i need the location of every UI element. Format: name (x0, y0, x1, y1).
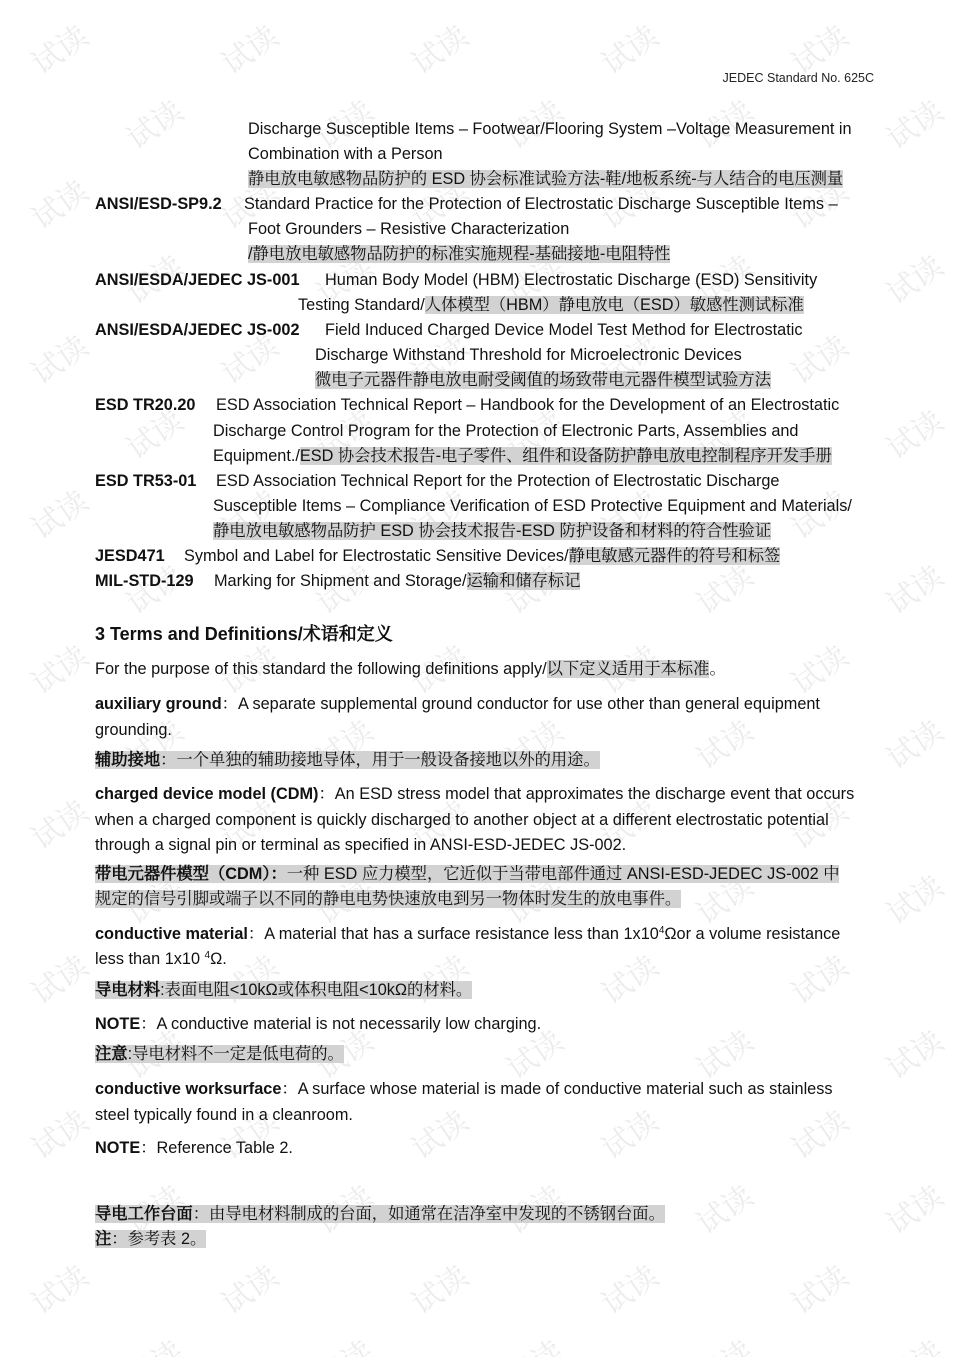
ref-text: Field Induced Charged Device Model Test Method for Electrostatic (325, 321, 803, 339)
ref-text: Equipment./ESD 协会技术报告-电子零件、组件和设备防护静电放电控制程序开发手册 (213, 447, 832, 465)
note-cn: 注意:导电材料不一定是低电荷的。 (95, 1045, 344, 1063)
definition-cdm: charged device model (CDM)：An ESD stress model that approximates the discharge event that occurs (95, 785, 855, 803)
ref-text-cn: 微电子元器件静电放电耐受阈值的场致带电元器件模型试验方法 (315, 371, 771, 389)
ref-text: ESD Association Technical Report – Handbook for the Development of an Electrostatic (216, 396, 840, 414)
definition-text: through a signal pin or terminal as specified in ANSI-ESD-JEDEC JS-002. (95, 836, 627, 854)
ref-text-cn: 静电放电敏感物品防护 ESD 协会技术报告-ESD 防护设备和材料的符合性验证 (213, 522, 772, 540)
definition-conductive-worksurface: conductive worksurface：A surface whose material is made of conductive material such as stainless (95, 1080, 833, 1098)
note: NOTE：Reference Table 2. (95, 1139, 293, 1157)
ref-code: JESD471 (95, 547, 165, 565)
ref-text: Discharge Susceptible Items – Footwear/Flooring System –Voltage Measurement in (248, 120, 852, 138)
ref-text: ESD Association Technical Report for the Protection of Electrostatic Discharge (216, 472, 780, 490)
ref-code: MIL-STD-129 (95, 572, 194, 590)
definition-cn: 带电元器件模型（CDM）：一种 ESD 应力模型，它近似于当带电部件通过 ANSI-ESD-JEDEC JS-002 中 (95, 865, 840, 883)
definition-text: less than 1x10 $^4$Ω. (95, 950, 227, 968)
ref-text: Standard Practice for the Protection of Electrostatic Discharge Susceptible Items – (244, 195, 838, 213)
note: NOTE：A conductive material is not necessarily low charging. (95, 1015, 542, 1033)
definition-cn: 辅助接地：一个单独的辅助接地导体，用于一般设备接地以外的用途。 (95, 751, 600, 769)
ref-code: ESD TR53-01 (95, 472, 197, 490)
ref-text: Susceptible Items – Compliance Verification of ESD Protective Equipment and Materials/ (213, 497, 852, 515)
ref-text: Marking for Shipment and Storage/运输和储存标记 (214, 572, 581, 590)
ref-code: ESD TR20.20 (95, 396, 196, 414)
definition-auxiliary-ground: auxiliary ground：A separate supplemental ground conductor for use other than general equipment (95, 695, 820, 713)
ref-text-cn: 静电放电敏感物品防护的 ESD 协会标准试验方法-鞋/地板系统-与人结合的电压测量 (248, 170, 844, 188)
ref-text: Discharge Withstand Threshold for Microelectronic Devices (315, 346, 742, 364)
definition-cn: 规定的信号引脚或端子以不同的静电电势快速放电到另一物体时发生的放电事件。 (95, 890, 682, 908)
ref-text: Symbol and Label for Electrostatic Sensitive Devices/静电敏感元器件的符号和标签 (184, 547, 781, 565)
ref-text: Testing Standard/人体模型（HBM）静电放电（ESD）敏感性测试标准 (298, 296, 804, 314)
ref-text: Discharge Control Program for the Protection of Electronic Parts, Assemblies and (213, 422, 799, 440)
definition-text: steel typically found in a cleanroom. (95, 1106, 353, 1124)
section-intro: For the purpose of this standard the following definitions apply/以下定义适用于本标准。 (95, 660, 726, 678)
definition-cn: 导电材料:表面电阻<10kΩ或体积电阻<10kΩ的材料。 (95, 981, 473, 999)
definition-conductive-material: conductive material：A material that has a surface resistance less than $1x10^4\Omega or$ a volume resistance (95, 925, 841, 943)
ref-text: Foot Grounders – Resistive Characterization (248, 220, 570, 238)
definition-cn: 导电工作台面：由导电材料制成的台面，如通常在洁净室中发现的不锈钢台面。 (95, 1205, 665, 1223)
section-title: 3 Terms and Definitions/术语和定义 (95, 624, 393, 644)
ref-text: Human Body Model (HBM) Electrostatic Discharge (ESD) Sensitivity (325, 271, 818, 289)
ref-code: ANSI/ESDA/JEDEC JS-002 (95, 321, 300, 339)
ref-text-cn: /静电放电敏感物品防护的标准实施规程-基础接地-电阻特性 (248, 245, 671, 263)
definition-text: when a charged component is quickly discharged to another object at a different electrostatic potential (95, 811, 829, 829)
ref-text: Combination with a Person (248, 145, 443, 163)
definition-text: grounding. (95, 721, 172, 739)
ref-code: ANSI/ESDA/JEDEC JS-001 (95, 271, 300, 289)
note-cn: 注：参考表 2。 (95, 1230, 207, 1248)
page-header: JEDEC Standard No. 625C (722, 71, 874, 85)
ref-code: ANSI/ESD-SP9.2 (95, 195, 222, 213)
